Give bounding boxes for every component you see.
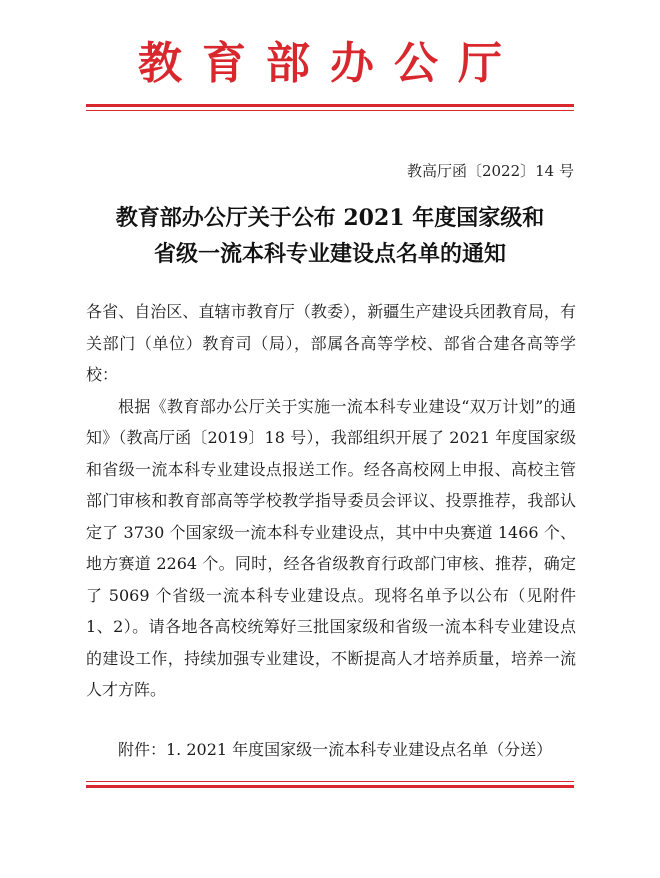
attachment-line: 附件：1. 2021 年度国家级一流本科专业建设点名单（分送） [118,740,553,759]
notice-title-line-2: 省级一流本科专业建设点名单的通知 [153,241,506,267]
footer-rule-thick [86,785,574,788]
notice-title-line-1: 教育部办公厅关于公布 2021 年度国家级和 [115,205,545,231]
letterhead-title: 教育部办公厅 [138,38,522,89]
footer-rule-thin [86,781,574,782]
letterhead-rule-thin [86,110,574,111]
notice-body [86,296,576,706]
letterhead-rule-thick [86,104,574,107]
document-number: 教高厅函〔2022〕14 号 [406,162,574,180]
body-paragraph: 根据《教育部办公厅关于实施一流本科专业建设“双万计划”的通知》（教高厅函〔2019〕18 号），我部组织开展了 2021 年度国家级和省级一流本科专业建设点报送工作。经各高校网上申报、高校主管部门审核和教育部高等学校教学指导委员会评议、投票推荐，我部认定了 3730 个国家级一流本科专业建设点，其中中央赛道 1466 个、地方赛道 2264 个。同时，经各省级教育行政部门审核、推荐，确定了 5069 个省级一流本科专业建设点。现将名单予以公布（见附件 1、2）。请各地各高校统筹好三批国家级和省级一流本科专业建设点的建设工作，持续加强专业建设，不断提高人才培养质量，培养一流人才方阵。 [86,396,576,699]
notice-title [80,200,580,272]
salutation: 各省、自治区、直辖市教育厅（教委），新疆生产建设兵团教育局，有关部门（单位）教育司（局），部属各高等学校、部省合建各高等学校： [86,302,576,384]
